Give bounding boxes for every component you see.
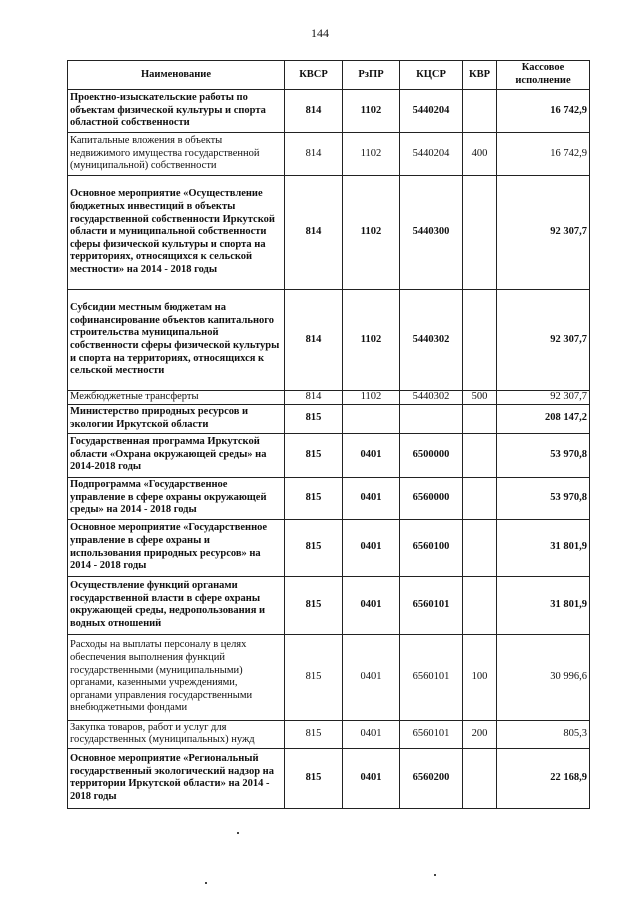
row-amount-cell: 208 147,2 <box>497 404 590 433</box>
budget-execution-table <box>67 60 590 809</box>
row-kvr-cell <box>463 90 497 133</box>
table-row <box>68 720 590 748</box>
table-row <box>68 477 590 519</box>
row-rzpr-cell: 0401 <box>343 433 400 477</box>
table-row <box>68 576 590 634</box>
row-name-cell: Государственная программа Иркутской области «Охрана окружающей среды» на 2014-2018 годы <box>68 433 285 477</box>
row-rzpr-cell <box>343 404 400 433</box>
table-row <box>68 748 590 808</box>
row-kvsr-cell: 815 <box>285 477 343 519</box>
scan-speck <box>434 874 436 876</box>
row-amount-cell: 31 801,9 <box>497 576 590 634</box>
table-row <box>68 391 590 405</box>
row-rzpr-cell: 0401 <box>343 634 400 720</box>
table-row <box>68 404 590 433</box>
row-name-cell: Субсидии местным бюджетам на софинансирование объектов капитального строительства муниципальной собственности сферы физической культуры и спорта на территориях, относящихся к сельской местности <box>68 290 285 391</box>
header-kvr: КВР <box>463 61 497 90</box>
row-kvr-cell <box>463 404 497 433</box>
header-kvsr: КВСР <box>285 61 343 90</box>
row-name-cell: Закупка товаров, работ и услуг для государственных (муниципальных) нужд <box>68 720 285 748</box>
row-name-cell: Основное мероприятие «Осуществление бюджетных инвестиций в объекты государственной собственности Иркутской области и муниципальной собственности сферы физической культуры и спорта на территориях, относящихся к сельской местности» на 2014 - 2018 годы <box>68 176 285 290</box>
row-name-cell: Межбюджетные трансферты <box>68 391 285 405</box>
row-kvsr-cell: 815 <box>285 404 343 433</box>
row-kvr-cell <box>463 433 497 477</box>
row-name-cell: Подпрограмма «Государственное управление в сфере охраны окружающей среды» на 2014 - 2018 годы <box>68 477 285 519</box>
scan-speck <box>205 882 207 884</box>
header-name: Наименование <box>68 61 285 90</box>
row-kcsr-cell: 6560101 <box>400 634 463 720</box>
row-rzpr-cell: 0401 <box>343 519 400 576</box>
row-amount-cell: 805,3 <box>497 720 590 748</box>
row-amount-cell: 22 168,9 <box>497 748 590 808</box>
table-row <box>68 133 590 176</box>
row-rzpr-cell: 0401 <box>343 576 400 634</box>
row-kvsr-cell: 815 <box>285 433 343 477</box>
row-kvr-cell <box>463 519 497 576</box>
row-kvr-cell: 500 <box>463 391 497 405</box>
row-amount-cell: 92 307,7 <box>497 391 590 405</box>
row-kvr-cell: 400 <box>463 133 497 176</box>
row-kvr-cell <box>463 290 497 391</box>
row-kvr-cell: 100 <box>463 634 497 720</box>
table-row <box>68 290 590 391</box>
table-row <box>68 90 590 133</box>
row-kcsr-cell: 6560101 <box>400 576 463 634</box>
row-kcsr-cell: 6560101 <box>400 720 463 748</box>
scan-speck <box>237 832 239 834</box>
header-rzpr: РзПР <box>343 61 400 90</box>
row-kvr-cell: 200 <box>463 720 497 748</box>
row-kvsr-cell: 815 <box>285 519 343 576</box>
row-kcsr-cell: 5440300 <box>400 176 463 290</box>
row-rzpr-cell: 0401 <box>343 748 400 808</box>
row-amount-cell: 92 307,7 <box>497 176 590 290</box>
row-name-cell: Капитальные вложения в объекты недвижимого имущества государственной (муниципальной) собственности <box>68 133 285 176</box>
row-kvsr-cell: 814 <box>285 133 343 176</box>
row-kcsr-cell: 5440302 <box>400 290 463 391</box>
row-rzpr-cell: 1102 <box>343 90 400 133</box>
row-rzpr-cell: 1102 <box>343 133 400 176</box>
table-row <box>68 519 590 576</box>
table-row <box>68 433 590 477</box>
row-kvsr-cell: 815 <box>285 748 343 808</box>
header-cash-execution: Кассовое исполнение <box>497 61 590 90</box>
row-kvsr-cell: 815 <box>285 576 343 634</box>
row-kvsr-cell: 814 <box>285 391 343 405</box>
header-kcsr: КЦСР <box>400 61 463 90</box>
row-amount-cell: 31 801,9 <box>497 519 590 576</box>
row-amount-cell: 53 970,8 <box>497 477 590 519</box>
row-kcsr-cell: 6500000 <box>400 433 463 477</box>
row-kcsr-cell: 5440204 <box>400 90 463 133</box>
row-amount-cell: 92 307,7 <box>497 290 590 391</box>
row-kcsr-cell: 5440302 <box>400 391 463 405</box>
row-kcsr-cell: 5440204 <box>400 133 463 176</box>
row-kvsr-cell: 814 <box>285 90 343 133</box>
table-row <box>68 634 590 720</box>
row-kcsr-cell: 6560200 <box>400 748 463 808</box>
row-amount-cell: 16 742,9 <box>497 133 590 176</box>
page-number: 144 <box>311 26 329 40</box>
row-kcsr-cell: 6560100 <box>400 519 463 576</box>
row-name-cell: Расходы на выплаты персоналу в целях обеспечения выполнения функций государственными (муниципальными) органами, казенными учреждениями, органами управления государственными внебюджетными фондами <box>68 634 285 720</box>
row-name-cell: Министерство природных ресурсов и экологии Иркутской области <box>68 404 285 433</box>
row-kvsr-cell: 815 <box>285 634 343 720</box>
row-kvr-cell <box>463 748 497 808</box>
table-header-row <box>68 61 590 90</box>
row-kvr-cell <box>463 576 497 634</box>
table-row <box>68 176 590 290</box>
row-rzpr-cell: 1102 <box>343 391 400 405</box>
row-kvr-cell <box>463 176 497 290</box>
row-name-cell: Осуществление функций органами государственной власти в сфере охраны окружающей среды, недропользования и водных отношений <box>68 576 285 634</box>
row-name-cell: Проектно-изыскательские работы по объектам физической культуры и спорта областной собственности <box>68 90 285 133</box>
row-name-cell: Основное мероприятие «Государственное управление в сфере охраны и использования природных ресурсов» на 2014 - 2018 годы <box>68 519 285 576</box>
row-kcsr-cell: 6560000 <box>400 477 463 519</box>
row-amount-cell: 16 742,9 <box>497 90 590 133</box>
row-kvsr-cell: 814 <box>285 176 343 290</box>
row-amount-cell: 53 970,8 <box>497 433 590 477</box>
row-rzpr-cell: 1102 <box>343 290 400 391</box>
row-name-cell: Основное мероприятие «Региональный государственный экологический надзор на территории Иркутской области» на 2014 - 2018 годы <box>68 748 285 808</box>
row-rzpr-cell: 0401 <box>343 477 400 519</box>
row-amount-cell: 30 996,6 <box>497 634 590 720</box>
row-kvr-cell <box>463 477 497 519</box>
row-kcsr-cell <box>400 404 463 433</box>
row-rzpr-cell: 1102 <box>343 176 400 290</box>
row-kvsr-cell: 815 <box>285 720 343 748</box>
row-rzpr-cell: 0401 <box>343 720 400 748</box>
row-kvsr-cell: 814 <box>285 290 343 391</box>
